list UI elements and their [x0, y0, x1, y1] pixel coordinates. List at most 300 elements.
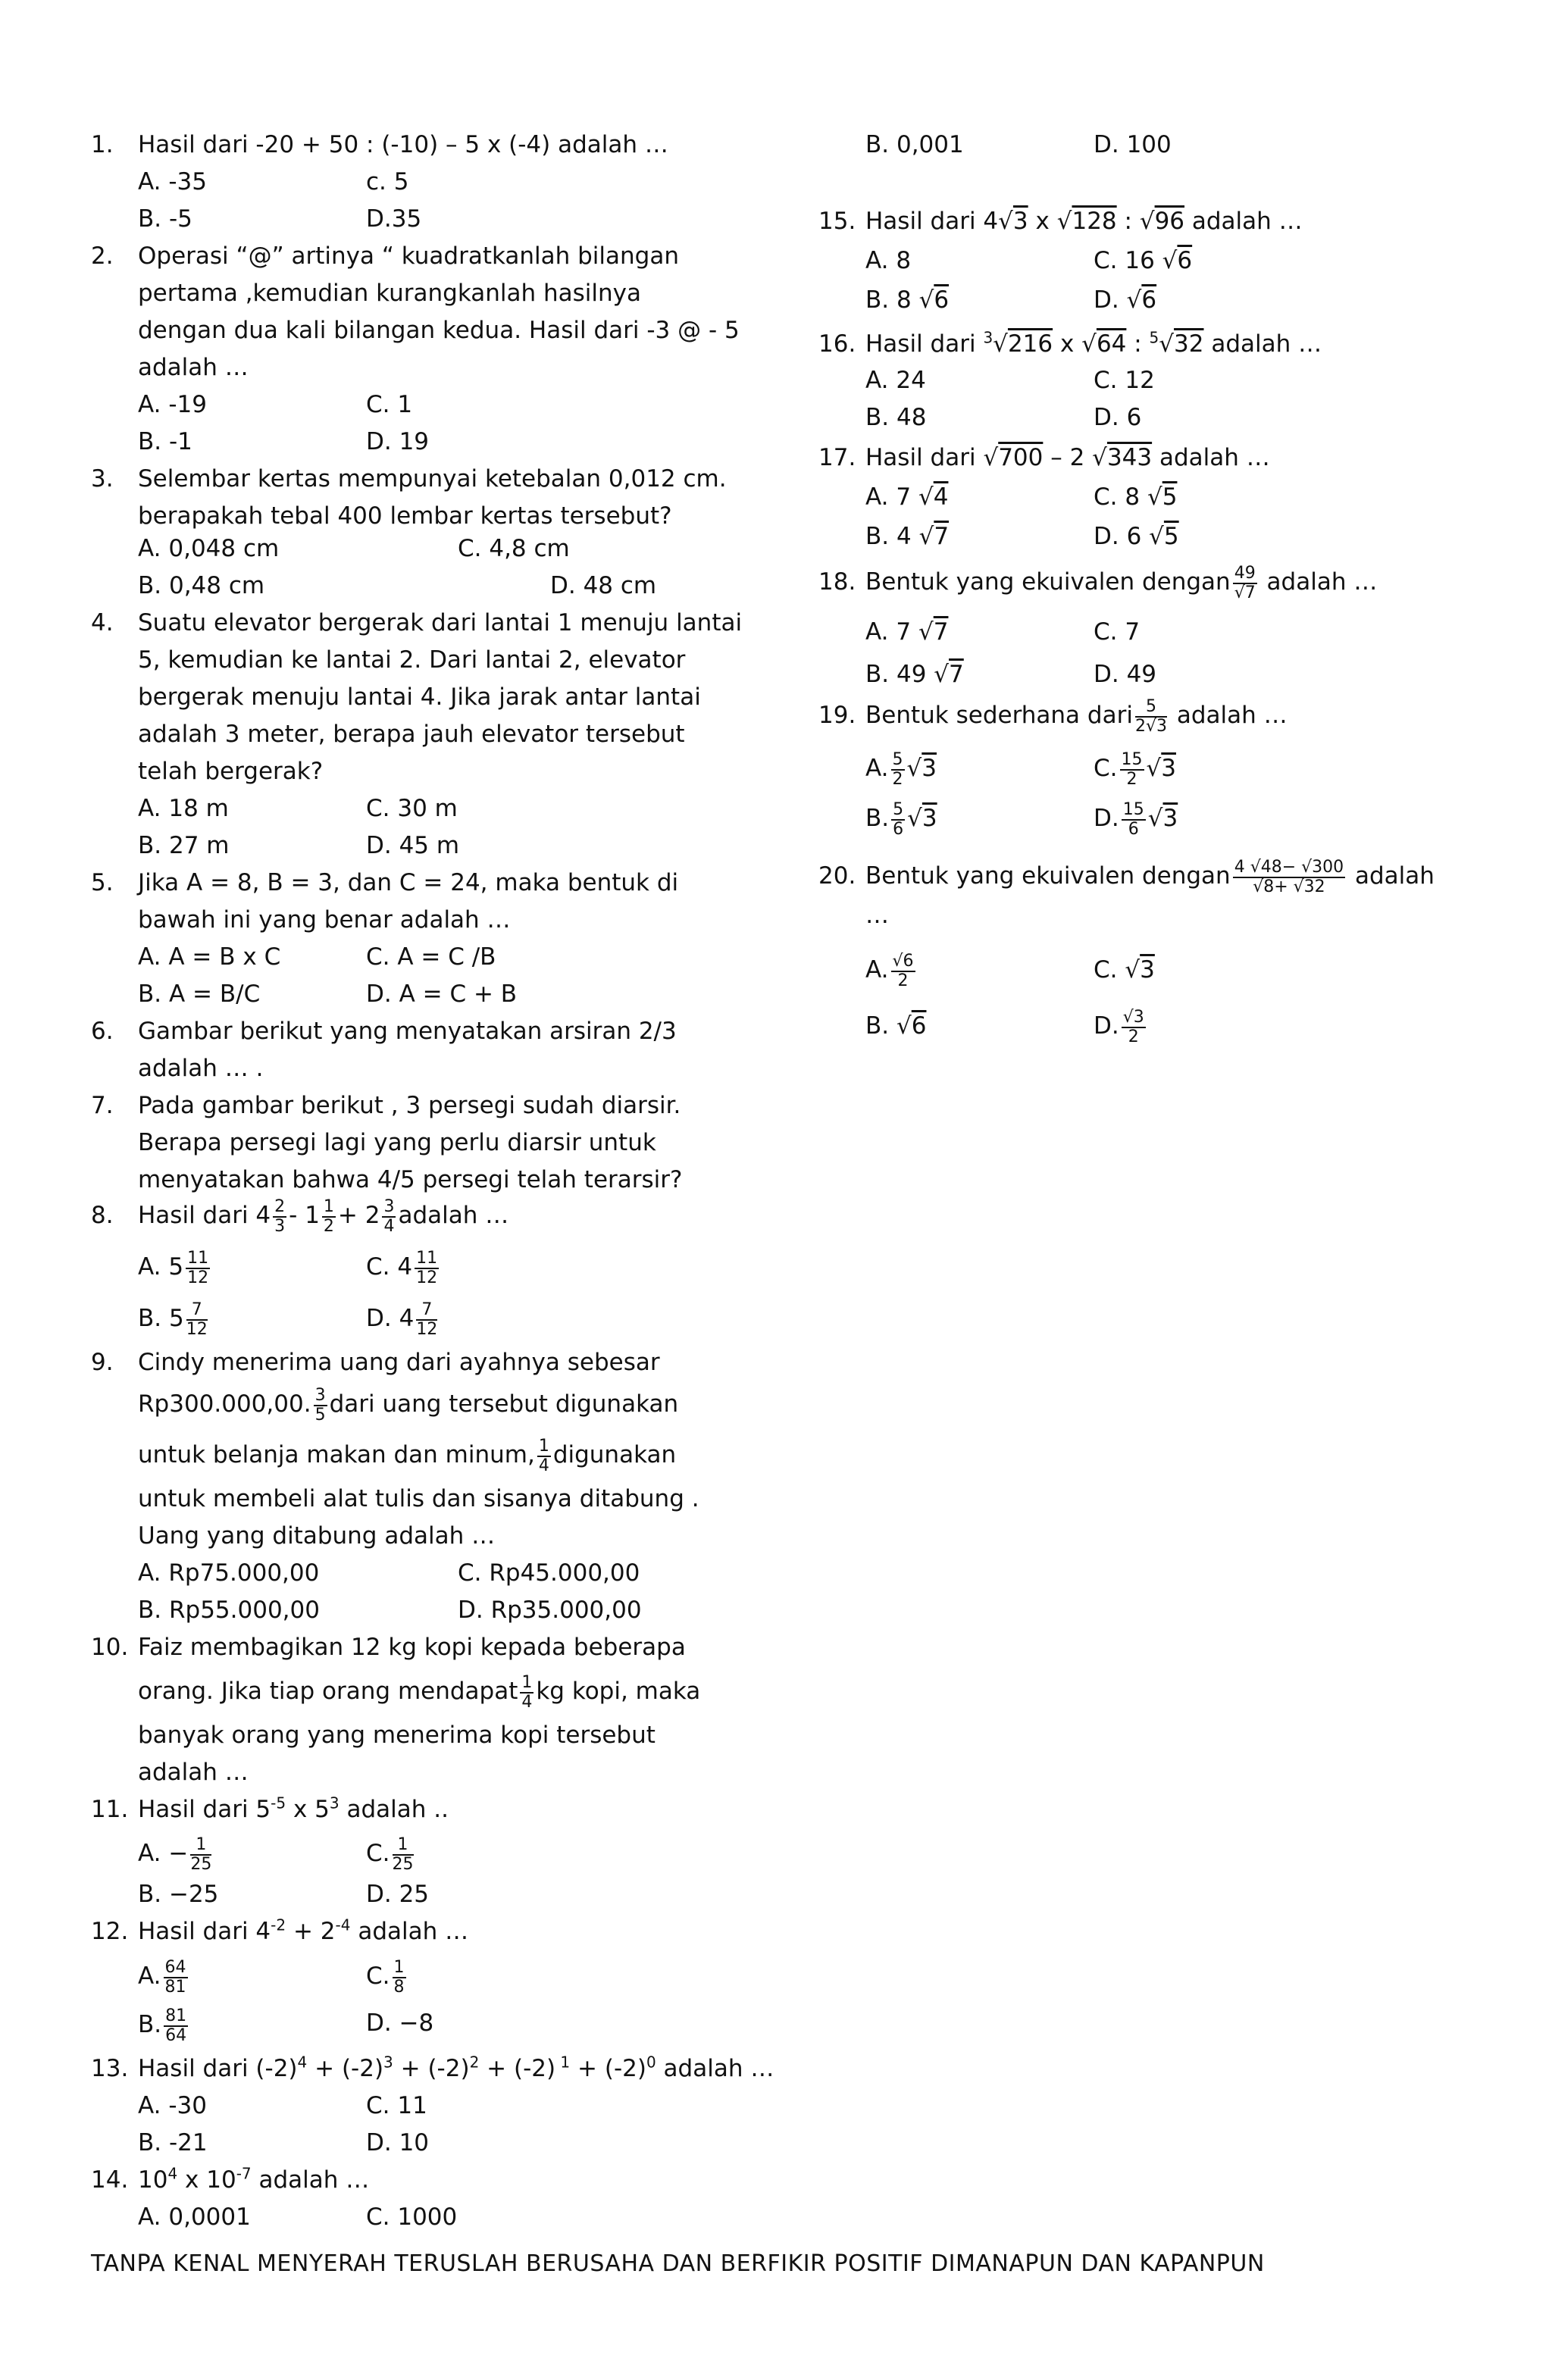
question-line: Gambar berikut yang menyatakan arsiran 2/3 [138, 1018, 677, 1045]
option-d [366, 1300, 440, 1339]
denominator: 8 [393, 1977, 405, 1997]
option-d: D. √6 [1094, 286, 1157, 314]
text: – 2 [1043, 444, 1093, 471]
option-a [138, 1958, 190, 1997]
text: A. 7 [865, 483, 918, 511]
exponent: -7 [236, 2164, 252, 2183]
text: A. [865, 755, 889, 782]
question-number: 1. [91, 131, 114, 158]
text: adalah … [1203, 330, 1322, 358]
numerator: √6 [892, 951, 914, 971]
radicand: 6 [911, 1012, 927, 1040]
option-b: B. 27 m [138, 832, 230, 859]
text: adalah … [1259, 568, 1378, 596]
text: B. 5 [138, 1305, 184, 1332]
question-number: 17. [818, 444, 856, 471]
text: kg kopi, maka [536, 1678, 701, 1705]
option-c: C. 30 m [366, 795, 458, 822]
fraction [1135, 698, 1167, 736]
option-a [138, 1835, 214, 1874]
text: adalah … [350, 1918, 469, 1945]
question-line [865, 564, 1377, 602]
numerator: 64 [164, 1957, 186, 1977]
text: Hasil dari (-2) [138, 2055, 298, 2082]
option-d: D. 49 [1094, 661, 1157, 688]
text: A. 7 [865, 618, 918, 646]
numerator: √3 [1122, 1007, 1144, 1027]
numerator: 81 [165, 2006, 187, 2025]
question-line: adalah … [138, 1759, 249, 1786]
exponent: -2 [271, 1916, 286, 1934]
question-line: adalah 3 meter, berapa jauh elevator tersebut [138, 721, 685, 748]
radicand: 7 [934, 523, 950, 550]
text: C. 16 [1094, 247, 1162, 274]
text: x [1053, 330, 1082, 358]
question-line: Operasi “@” artinya “ kuadratkanlah bilangan [138, 242, 679, 270]
numerator: 1 [521, 1672, 533, 1692]
fraction [891, 751, 905, 789]
question-line: adalah … . [138, 1055, 264, 1082]
option-a [138, 1249, 212, 1287]
fraction [393, 1836, 414, 1874]
numerator: 1 [190, 1836, 211, 1856]
text: A. [865, 956, 889, 984]
text: adalah [1347, 862, 1435, 890]
question-line: untuk membeli alat tulis dan sisanya ditabung . [138, 1485, 699, 1512]
question-line: Uang yang ditabung adalah … [138, 1522, 496, 1550]
radicand: 5 [1162, 483, 1178, 511]
question-number: 20. [818, 862, 856, 890]
text: Bentuk yang ekuivalen dengan [865, 862, 1231, 890]
question-line: Suatu elevator bergerak dari lantai 1 menuju lantai [138, 609, 743, 636]
option-c: C. √3 [1094, 956, 1155, 984]
radicand: 3 [1012, 208, 1028, 235]
numerator: 4 √48− √300 [1234, 857, 1344, 877]
option-c: C. 1 [366, 391, 413, 418]
question-number: 5. [91, 869, 114, 896]
text: C. 4 [366, 1253, 413, 1281]
radicand: 64 [1096, 330, 1127, 358]
option-c [366, 1835, 416, 1874]
option-b: B. -1 [138, 428, 192, 455]
text: + (-2) [307, 2055, 384, 2082]
option-a: A. 7 √4 [865, 483, 949, 511]
fraction [382, 1198, 396, 1236]
text: adalah … [1152, 444, 1270, 471]
numerator: 5 [1135, 698, 1167, 718]
text: C. [366, 1840, 390, 1867]
question-line: telah bergerak? [138, 758, 324, 785]
option-a: A. 24 [865, 367, 926, 394]
fraction [537, 1437, 551, 1475]
denominator: 6 [893, 819, 904, 839]
question-number: 16. [818, 330, 856, 358]
radicand: 6 [934, 286, 950, 314]
root-index: 3 [983, 328, 993, 347]
text: C. [1094, 755, 1118, 782]
question-line: dengan dua kali bilangan kedua. Hasil dari -3 @ - 5 [138, 317, 740, 344]
radicand: 6 [1141, 286, 1157, 314]
numerator: 11 [416, 1248, 438, 1268]
option-b: B. −25 [138, 1881, 219, 1908]
question-line [138, 1386, 678, 1425]
text: adalah … [251, 2166, 370, 2194]
question-number: 12. [91, 1918, 129, 1945]
text: A. − [138, 1840, 189, 1867]
text: adalah .. [339, 1796, 449, 1823]
numerator: 15 [1122, 799, 1144, 819]
numerator: 11 [187, 1248, 209, 1268]
option-d: D. Rp35.000,00 [458, 1597, 642, 1624]
question-line: menyatakan bahwa 4/5 persegi telah terarsir? [138, 1166, 683, 1193]
numerator: 1 [538, 1436, 549, 1456]
option-a: A. -19 [138, 391, 208, 418]
radicand: 128 [1072, 208, 1117, 235]
numerator: 1 [393, 1957, 405, 1977]
denominator: 3 [274, 1216, 286, 1236]
text: dari uang tersebut digunakan [329, 1390, 679, 1418]
text: Bentuk yang ekuivalen dengan [865, 568, 1231, 596]
text: Rp300.000,00. [138, 1390, 311, 1418]
text: C. [366, 1962, 390, 1990]
option-c: C. 7 [1094, 618, 1141, 646]
option-b: B. 8 √6 [865, 286, 950, 314]
text: Hasil dari [865, 444, 984, 471]
numerator: 5 [892, 749, 903, 769]
denominator: 4 [383, 1216, 395, 1236]
text: C. 8 [1094, 483, 1147, 511]
text: orang. Jika tiap orang mendapat [138, 1678, 518, 1705]
denominator: 2√3 [1134, 716, 1167, 736]
text: D. [1094, 805, 1119, 832]
text: - 1 [289, 1202, 320, 1229]
denominator: 2 [323, 1216, 334, 1236]
option-d: D. 48 cm [550, 572, 657, 599]
radicand: 4 [933, 483, 949, 511]
text: B. 49 [865, 661, 934, 688]
denominator: 2 [1128, 1027, 1139, 1046]
text: Hasil dari 4 [865, 208, 999, 235]
radicand: 3 [1161, 755, 1176, 782]
exponent: 1 [555, 2053, 571, 2072]
exponent: -5 [271, 1794, 286, 1812]
fraction [416, 1301, 437, 1339]
option-b: B. 49 √7 [865, 661, 964, 688]
fraction [1233, 858, 1345, 896]
question-line [138, 1437, 676, 1475]
option-c: C. $\frac{15}{2}$ √3 [1094, 749, 1176, 789]
option-d: D. −8 [366, 2009, 434, 2037]
fraction [891, 801, 905, 839]
option-d: D. 10 [366, 2129, 430, 2156]
option-b: B. 4 √7 [865, 523, 950, 550]
text: B. [138, 2011, 162, 2038]
option-b [138, 2006, 190, 2045]
option-c: C. 12 [1094, 367, 1155, 394]
option-c [366, 1958, 408, 1997]
option-d: D. 100 [1094, 131, 1172, 158]
question-line: bawah ini yang benar adalah … [138, 906, 511, 934]
question-line: Hasil dari √700 – 2 √343 adalah … [865, 444, 1270, 471]
option-c: C. Rp45.000,00 [458, 1559, 640, 1587]
option-a: A. A = B x C [138, 943, 281, 971]
text: : [1126, 330, 1150, 358]
fraction [164, 1959, 188, 1997]
denominator: 81 [164, 1977, 186, 1997]
option-c: C. 4,8 cm [458, 535, 570, 562]
question-number: 9. [91, 1349, 114, 1376]
text: adalah … [398, 1202, 509, 1229]
fraction [314, 1387, 327, 1425]
question-line [138, 1197, 508, 1236]
question-line [138, 1673, 700, 1712]
numerator: 7 [416, 1301, 437, 1321]
fraction [415, 1249, 439, 1287]
denominator: √7 [1234, 583, 1256, 602]
fraction [186, 1301, 208, 1339]
radicand: 3 [922, 755, 937, 782]
option-a: A. 0,048 cm [138, 535, 280, 562]
question-number: 7. [91, 1092, 114, 1119]
option-d: D. 25 [366, 1881, 430, 1908]
option-c: C. 16 √6 [1094, 247, 1193, 274]
text: Hasil dari 4 [138, 1918, 271, 1945]
radicand: 96 [1154, 208, 1185, 235]
question-line: bergerak menuju lantai 4. Jika jarak antar lantai [138, 683, 701, 711]
text: D. [1094, 1012, 1119, 1040]
option-a: A. Rp75.000,00 [138, 1559, 320, 1587]
question-line: Cindy menerima uang dari ayahnya sebesar [138, 1349, 660, 1376]
exponent: 3 [329, 1794, 340, 1812]
numerator: 15 [1121, 749, 1143, 769]
radicand: 32 [1174, 330, 1204, 358]
option-b: B. $\frac{5}{6}$ √3 [865, 799, 937, 839]
denominator: 2 [892, 769, 903, 789]
text: x 10 [177, 2166, 236, 2194]
exponent: 3 [383, 2053, 393, 2072]
question-line [865, 858, 1435, 896]
option-b: B. Rp55.000,00 [138, 1597, 320, 1624]
numerator: 7 [186, 1301, 208, 1321]
text: + (-2) [393, 2055, 470, 2082]
text: C. [1094, 956, 1125, 984]
option-c: C. 11 [366, 2092, 427, 2119]
exponent: 4 [297, 2053, 308, 2072]
option-d: D. 6 √5 [1094, 523, 1179, 550]
denominator: 4 [521, 1692, 533, 1712]
option-b: B. A = B/C [138, 980, 261, 1008]
option-c: C. 1000 [366, 2203, 458, 2231]
question-line: Faiz membagikan 12 kg kopi kepada beberapa [138, 1634, 686, 1661]
numerator: 1 [393, 1836, 414, 1856]
option-d: D. $\frac{15}{6}$ √3 [1094, 799, 1178, 839]
text: B. [865, 805, 890, 832]
question-number: 8. [91, 1202, 114, 1229]
question-line: berapakah tebal 400 lembar kertas tersebut? [138, 502, 672, 530]
option-b [138, 1300, 210, 1339]
radicand: 216 [1007, 330, 1053, 358]
fraction [520, 1674, 534, 1712]
question-number: 4. [91, 609, 114, 636]
text: digunakan [552, 1441, 677, 1468]
question-line [138, 2162, 369, 2199]
option-c: c. 5 [366, 168, 409, 195]
numerator: 2 [274, 1196, 286, 1216]
question-line [138, 1913, 468, 1950]
option-a: A. 7 √7 [865, 618, 949, 646]
text: 10 [138, 2166, 168, 2194]
denominator: √8+ √32 [1253, 877, 1325, 896]
fraction [164, 2007, 188, 2045]
denominator: 25 [392, 1854, 414, 1874]
denominator: 6 [1128, 819, 1139, 839]
option-a: A. -35 [138, 168, 208, 195]
option-b: B. √6 [865, 1012, 927, 1040]
radicand: 5 [1163, 523, 1179, 550]
numerator: 3 [314, 1385, 326, 1405]
fraction [1122, 801, 1146, 839]
fraction [1122, 1009, 1146, 1046]
exponent: 0 [646, 2053, 656, 2072]
denominator: 12 [186, 1319, 208, 1339]
text: adalah … [656, 2055, 774, 2082]
text: adalah … [1169, 702, 1288, 729]
exponent: 2 [469, 2053, 480, 2072]
question-number: 14. [91, 2166, 129, 2194]
denominator: 2 [897, 971, 909, 990]
option-a: A. $\frac{5}{2}$ √3 [865, 749, 937, 789]
text: untuk belanja makan dan minum, [138, 1441, 535, 1468]
radicand: 7 [949, 661, 964, 688]
numerator: 5 [893, 799, 904, 819]
radicand: 3 [1140, 956, 1155, 984]
question-number: 6. [91, 1018, 114, 1045]
numerator: 1 [323, 1196, 334, 1216]
question-line [138, 2050, 774, 2088]
text: A. [138, 1962, 161, 1990]
fraction [1233, 565, 1257, 602]
question-line: adalah … [138, 354, 249, 381]
option-d: D. 6 [1094, 404, 1142, 431]
numerator: 49 [1234, 563, 1256, 583]
option-d: D. A = C + B [366, 980, 518, 1008]
text: + 2 [286, 1918, 336, 1945]
radicand: 6 [1177, 247, 1193, 274]
exponent: -4 [335, 1916, 351, 1934]
radicand: 3 [922, 805, 937, 832]
radicand: 700 [998, 444, 1044, 471]
radicand: 7 [933, 618, 949, 646]
question-line: Hasil dari $^3$√216 x √64 : $^5$√32 adalah … [865, 328, 1322, 358]
option-b: B. -21 [138, 2129, 208, 2156]
option-d: D. 45 m [366, 832, 460, 859]
denominator: 5 [314, 1405, 326, 1425]
option-d: D. 19 [366, 428, 430, 455]
question-number: 11. [91, 1796, 129, 1823]
text: + 2 [337, 1202, 380, 1229]
text: B. [865, 1012, 896, 1040]
question-line: … [865, 902, 889, 929]
text: D. [1094, 286, 1127, 314]
text: + (-2) [479, 2055, 556, 2082]
denominator: 12 [187, 1268, 209, 1287]
option-a: A. 8 [865, 247, 912, 274]
denominator: 2 [1126, 769, 1137, 789]
root-index: 5 [1149, 328, 1159, 347]
option-a [865, 952, 918, 990]
fraction [190, 1836, 211, 1874]
text: B. 4 [865, 523, 919, 550]
question-text: Hasil dari -20 + 50 : (-10) – 5 x (-4) adalah … [138, 131, 668, 158]
option-d [1094, 1008, 1148, 1046]
text: : [1116, 208, 1140, 235]
question-number: 13. [91, 2055, 129, 2082]
question-number: 2. [91, 242, 114, 270]
text: Bentuk sederhana dari [865, 702, 1133, 729]
question-number: 18. [818, 568, 856, 596]
numerator: 3 [383, 1196, 395, 1216]
text: Hasil dari [865, 330, 984, 358]
text: Hasil dari 4 [138, 1202, 271, 1229]
question-line: 5, kemudian ke lantai 2. Dari lantai 2, elevator [138, 646, 686, 674]
text: x [1028, 208, 1057, 235]
text: B. 8 [865, 286, 919, 314]
question-line: Hasil dari 4√3 x √128 : √96 adalah … [865, 208, 1303, 235]
fraction [891, 952, 915, 990]
question-line [865, 697, 1288, 736]
text: + (-2) [570, 2055, 646, 2082]
text: D. 6 [1094, 523, 1150, 550]
option-a: A. -30 [138, 2092, 208, 2119]
denominator: 12 [416, 1268, 438, 1287]
text: A. 5 [138, 1253, 184, 1281]
option-b: B. 0,001 [865, 131, 964, 158]
radicand: 3 [1162, 805, 1178, 832]
denominator: 64 [165, 2025, 187, 2045]
option-b: B. -5 [138, 205, 192, 233]
option-d: D.35 [366, 205, 422, 233]
option-b: B. 48 [865, 404, 927, 431]
text: x 5 [286, 1796, 330, 1823]
question-line: banyak orang yang menerima kopi tersebut [138, 1722, 656, 1749]
fraction [273, 1198, 286, 1236]
question-number: 3. [91, 465, 114, 493]
text: adalah … [1184, 208, 1303, 235]
text: D. 4 [366, 1305, 415, 1332]
question-line: Pada gambar berikut , 3 persegi sudah diarsir. [138, 1092, 681, 1119]
footer-motto: TANPA KENAL MENYERAH TERUSLAH BERUSAHA DAN BERFIKIR POSITIF DIMANAPUN DAN KAPANPUN [91, 2250, 1265, 2277]
option-c: C. A = C /B [366, 943, 496, 971]
question-line: Selembar kertas mempunyai ketebalan 0,012 cm. [138, 465, 727, 493]
text: Hasil dari 5 [138, 1796, 271, 1823]
question-line: Jika A = 8, B = 3, dan C = 24, maka bentuk di [138, 869, 679, 896]
exponent: 4 [167, 2164, 178, 2183]
denominator: 25 [190, 1854, 212, 1874]
option-c [366, 1249, 441, 1287]
fraction [186, 1249, 210, 1287]
question-number: 19. [818, 702, 856, 729]
fraction [322, 1198, 336, 1236]
option-a: A. 0,0001 [138, 2203, 251, 2231]
fraction [393, 1959, 406, 1997]
option-b: B. 0,48 cm [138, 572, 265, 599]
question-line [138, 1791, 449, 1828]
question-line: pertama ,kemudian kurangkanlah hasilnya [138, 280, 641, 307]
question-number: 15. [818, 208, 856, 235]
option-c: C. 8 √5 [1094, 483, 1178, 511]
denominator: 4 [538, 1456, 549, 1475]
denominator: 12 [416, 1319, 438, 1339]
